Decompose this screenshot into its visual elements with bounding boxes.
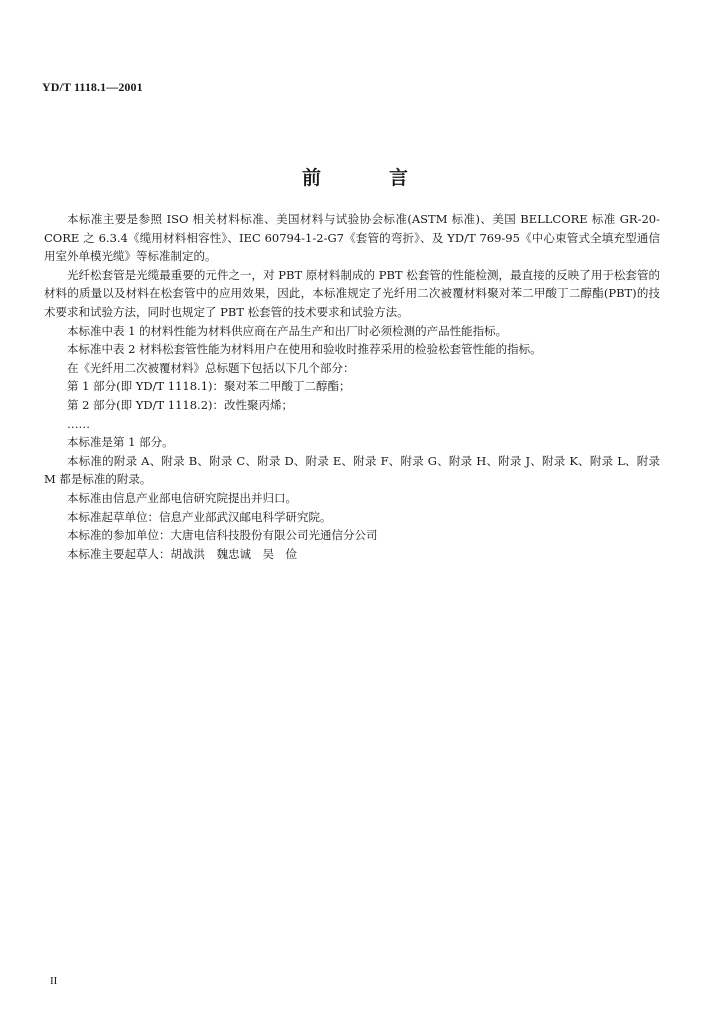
paragraph: 第 2 部分(即 YD/T 1118.2)：改性聚丙烯； [67,397,294,412]
paragraph: 本标准的附录 A、附录 B、附录 C、附录 D、附录 E、附录 F、附录 G、附录 H、附录 J、附录 K、附录 L、附录 M 都是标准的附录。 [44,453,660,487]
page-title: 前言 [301,167,476,189]
document-body [44,210,660,563]
paragraph: 光纤松套管是光缆最重要的元件之一，对 PBT 原材料制成的 PBT 松套管的性能检测，最直接的反映了用于松套管的材料的质量以及材料在松套管中的应用效果，因此，本标准规定了光纤用二次被覆材料聚对苯二甲酸丁二醇酯(PBT)的技术要求和试验方法，同时也规定了 PBT 松套管的技术要求和试验方法。 [44,267,660,319]
paragraph: 本标准的参加单位：大唐电信科技股份有限公司光通信分公司 [67,528,378,543]
paragraph: …… [67,416,90,431]
paragraph: 第 1 部分(即 YD/T 1118.1)：聚对苯二甲酸丁二醇酯； [67,379,351,394]
paragraph: 本标准是第 1 部分。 [67,435,174,450]
paragraph: 本标准中表 1 的材料性能为材料供应商在产品生产和出厂时必须检测的产品性能指标。 [67,323,508,338]
page-number: II [50,975,58,987]
paragraph: 本标准主要起草人：胡战洪 魏忠诚 吴 俭 [67,546,297,561]
paragraph: 本标准中表 2 材料松套管性能为材料用户在使用和验收时推荐采用的检验松套管性能的指标。 [67,342,542,357]
paragraph: 本标准由信息产业部电信研究院提出并归口。 [67,490,297,505]
paragraph: 本标准起草单位：信息产业部武汉邮电科学研究院。 [67,509,332,524]
standard-code: YD/T 1118.1—2001 [42,80,143,94]
paragraph: 本标准主要是参照 ISO 相关材料标准、美国材料与试验协会标准(ASTM 标准)、美国 BELLCORE 标准 GR-20-CORE 之 6.3.4《缆用材料相容性》、IEC 60794-1-2-G7《套管的弯折》、及 YD/T 769-95《中心束管式全填充型通信用室外单模光缆》等标准制定的。 [44,212,660,264]
paragraph: 在《光纤用二次被覆材料》总标题下包括以下几个部分： [67,360,355,375]
